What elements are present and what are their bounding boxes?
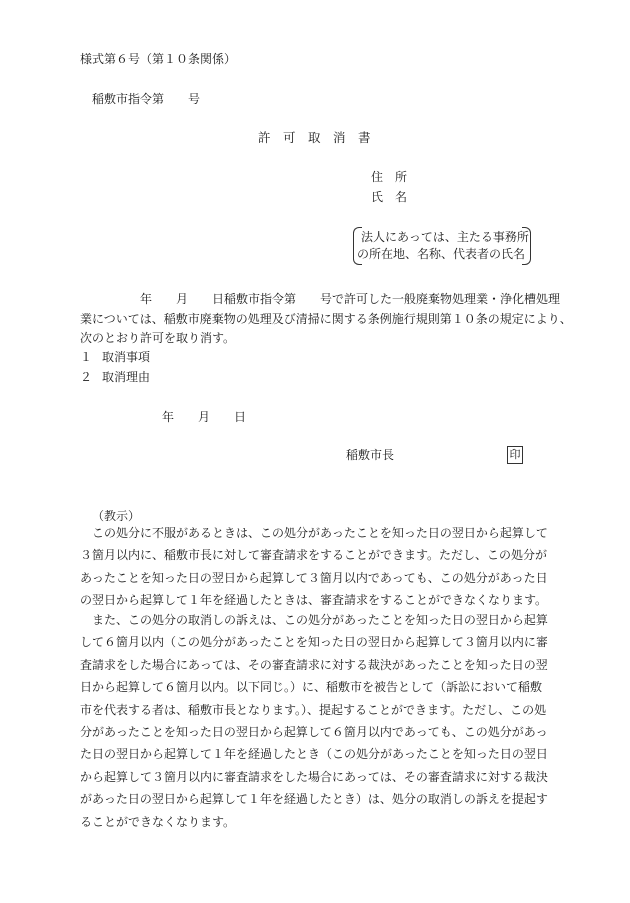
item-1-number: １: [80, 350, 93, 364]
item-2: [80, 370, 150, 384]
reference-number: 稲敷市指令第 号: [92, 92, 201, 106]
seal-mark: 印: [507, 446, 523, 464]
corporate-note-line2: の所在地、名称、代表者の氏名: [357, 247, 526, 261]
address-label: 住 所: [371, 170, 408, 184]
form-number: 様式第６号（第１０条関係）: [80, 52, 237, 66]
notice-paragraph-1: この処分に不服があるときは、この処分があったことを知った日の翌日から起算して３箇月以内に、稲敷市長に対して審査請求をすることができます。ただし、この処分があったことを知った日の翌日から起算して３箇月以内であっても、この処分があった日の翌日から起算して１年を経過したときは、審査請求をすることができなくなります。: [80, 526, 548, 608]
item-2-label: 取消理由: [102, 370, 151, 384]
date-line: 年 月 日: [162, 410, 247, 424]
notice-paragraph-2: また、この処分の取消しの訴えは、この処分があったことを知った日の翌日から起算して６箇月以内（この処分があったことを知った日の翌日から起算して３箇月以内に審査請求をした場合にあっては、その審査請求に対する裁決があったことを知った日の翌日から起算して６箇月以内。以下同じ。）に、稲敷市を被告として（訴訟において稲敷市を代表する者は、稲敷市長となります。）、提起することができます。ただし、この処分があったことを知った日の翌日から起算して６箇月以内であっても、この処分があった日の翌日から起算して１年を経過したとき（この処分があったことを知った日の翌日から起算して３箇月以内に審査請求をした場合にあっては、その審査請求に対する裁決があった日の翌日から起算して１年を経過したとき）は、処分の取消しの訴えを提起することができなくなります。: [80, 613, 548, 829]
notice-heading: （教示）: [92, 509, 141, 523]
corporate-note: [353, 227, 531, 263]
body-line-2: 業については、稲敷市廃棄物の処理及び清掃に関する条例施行規則第１０条の規定により、: [80, 312, 572, 326]
document-title: 許 可 取 消 書: [258, 130, 371, 145]
body-line-3: 次のとおり許可を取り消す。: [80, 331, 236, 345]
body-line-1: 年 月 日稲敷市指令第 号で許可した一般廃棄物処理業・浄化槽処理: [80, 292, 561, 306]
item-1: [80, 350, 150, 364]
item-2-number: ２: [80, 370, 93, 384]
issuer-title: 稲敷市長: [346, 448, 395, 462]
name-label: 氏 名: [371, 190, 408, 204]
item-1-label: 取消事項: [102, 350, 151, 364]
corporate-note-line1: 法人にあっては、主たる事務所: [361, 230, 529, 244]
